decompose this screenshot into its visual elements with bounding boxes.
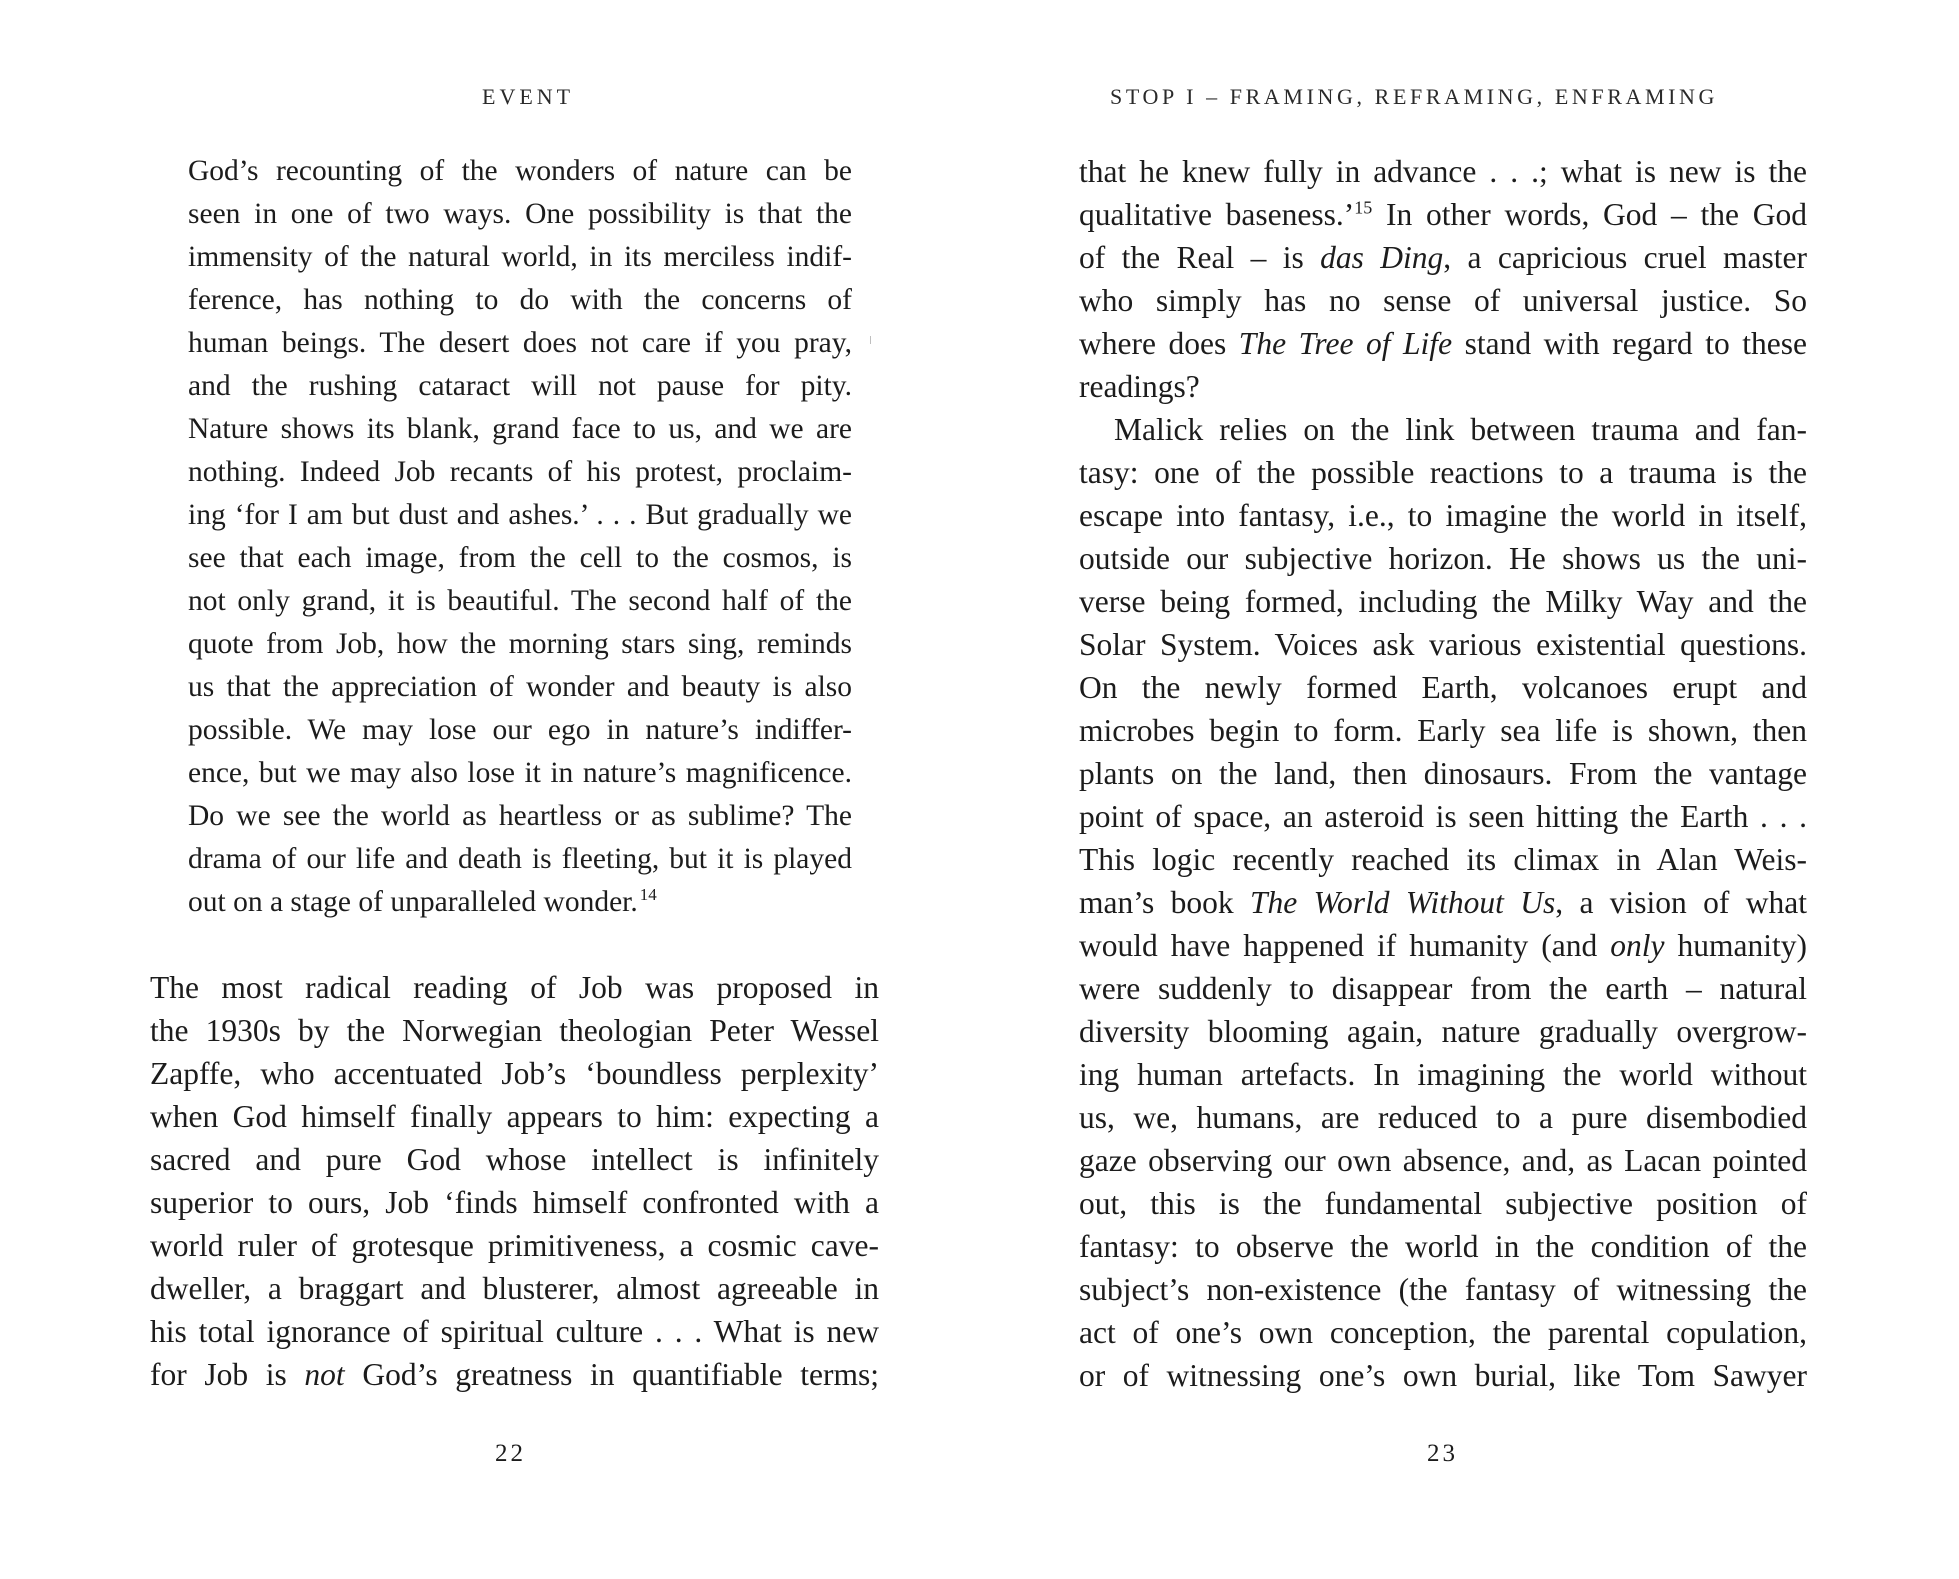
body-line: sacred and pure God whose intellect is infinitely <box>150 1142 879 1177</box>
text-run: would have happened if humanity (and <box>1079 928 1611 963</box>
body-line: gaze observing our own absence, and, as Lacan pointed <box>1079 1143 1807 1178</box>
body-line <box>1079 881 1807 924</box>
body-line: superior to ours, Job ‘finds himself confronted with a <box>150 1185 879 1220</box>
body-line: ing human artefacts. In imagining the world without <box>1079 1057 1807 1092</box>
blockquote-line-text: out on a stage of unparalleled wonder. <box>188 886 638 918</box>
body-line: his total ignorance of spiritual culture . . . What is new <box>150 1314 879 1349</box>
blockquote-line: ing ‘for I am but dust and ashes.’ . . . But gradually we <box>188 499 852 531</box>
margin-mark <box>870 336 871 344</box>
body-line: tasy: one of the possible reactions to a trauma is the <box>1079 455 1807 490</box>
body-line: verse being formed, including the Milky Way and the <box>1079 584 1807 619</box>
blockquote-line: ence, but we may also lose it in nature’s magnificence. <box>188 757 852 789</box>
body-line: act of one’s own conception, the parental copulation, <box>1079 1315 1807 1350</box>
blockquote-line: drama of our life and death is fleeting, but it is played <box>188 843 852 875</box>
blockquote-line: God’s recounting of the wonders of nature can be <box>188 155 852 187</box>
body-line: On the newly formed Earth, volcanoes erupt and <box>1079 670 1807 705</box>
body-line: microbes begin to form. Early sea life is shown, then <box>1079 713 1807 748</box>
text-run: man’s book <box>1079 885 1250 920</box>
body-line <box>1079 236 1807 279</box>
body-line: who simply has no sense of universal justice. So <box>1079 283 1807 318</box>
body-line: escape into fantasy, i.e., to imagine the world in itself, <box>1079 498 1807 533</box>
body-line: plants on the land, then dinosaurs. From the vantage <box>1079 756 1807 791</box>
right-page <box>980 0 1959 1579</box>
blockquote-line: nothing. Indeed Job recants of his protest, proclaim- <box>188 456 852 488</box>
body-line: the 1930s by the Norwegian theologian Peter Wessel <box>150 1013 879 1048</box>
body-line: This logic recently reached its climax in Alan Weis- <box>1079 842 1807 877</box>
body-line: us, we, humans, are reduced to a pure disembodied <box>1079 1100 1807 1135</box>
blockquote-line: Do we see the world as heartless or as sublime? The <box>188 800 852 832</box>
page-number-left: 22 <box>495 1440 526 1467</box>
body-line: point of space, an asteroid is seen hitting the Earth . . . <box>1079 799 1807 834</box>
body-line: Zapffe, who accentuated Job’s ‘boundless perplexity’ <box>150 1056 879 1091</box>
blockquote-line: and the rushing cataract will not pause for pity. <box>188 370 852 402</box>
text-run: for Job is <box>150 1357 305 1392</box>
italic-run: only <box>1610 928 1665 963</box>
italic-run: The World Without Us <box>1249 885 1556 920</box>
text-run: humanity) <box>1664 928 1808 963</box>
footnote-ref: 15 <box>1354 197 1373 218</box>
body-line: Malick relies on the link between trauma and fan- <box>1114 412 1807 447</box>
body-line: The most radical reading of Job was proposed in <box>150 970 879 1005</box>
body-line: or of witnessing one’s own burial, like Tom Sawyer <box>1079 1358 1807 1393</box>
italic-run: not <box>304 1357 345 1392</box>
body-line: diversity blooming again, nature gradually overgrow- <box>1079 1014 1807 1049</box>
text-run: , a vision of what <box>1555 885 1808 920</box>
blockquote-line: seen in one of two ways. One possibility is that the <box>188 198 852 230</box>
body-line-last <box>150 1353 879 1396</box>
body-line: were suddenly to disappear from the earth – natural <box>1079 971 1807 1006</box>
text-run: of the Real – is <box>1079 240 1321 275</box>
body-line: readings? <box>1079 369 1200 404</box>
italic-run: The Tree of Life <box>1238 326 1453 361</box>
body-line <box>1079 193 1807 236</box>
body-line: dweller, a braggart and blusterer, almost agreeable in <box>150 1271 879 1306</box>
blockquote-line: ference, has nothing to do with the concerns of <box>188 284 852 316</box>
blockquote-line: immensity of the natural world, in its merciless indif- <box>188 241 852 273</box>
body-line: Solar System. Voices ask various existential questions. <box>1079 627 1807 662</box>
body-line: outside our subjective horizon. He shows us the uni- <box>1079 541 1807 576</box>
blockquote-line: us that the appreciation of wonder and beauty is also <box>188 671 852 703</box>
blockquote-line: Nature shows its blank, grand face to us, and we are <box>188 413 852 445</box>
blockquote-line: not only grand, it is beautiful. The second half of the <box>188 585 852 617</box>
blockquote-line: see that each image, from the cell to the cosmos, is <box>188 542 852 574</box>
footnote-ref: 14 <box>639 885 657 905</box>
body-line: subject’s non-existence (the fantasy of witnessing the <box>1079 1272 1807 1307</box>
body-line <box>1079 924 1807 967</box>
body-line: that he knew fully in advance . . .; what is new is the <box>1079 154 1807 189</box>
text-run: God’s greatness in quantifiable terms; <box>344 1357 880 1392</box>
body-line: when God himself finally appears to him: expecting a <box>150 1099 879 1134</box>
text-run: , a capricious cruel master <box>1443 240 1807 275</box>
text-run: where does <box>1079 326 1239 361</box>
blockquote-line: quote from Job, how the morning stars sing, reminds <box>188 628 852 660</box>
body-line: world ruler of grotesque primitiveness, a cosmic cave- <box>150 1228 879 1263</box>
body-line <box>1079 322 1807 365</box>
blockquote-line: human beings. The desert does not care if you pray, <box>188 327 852 359</box>
running-head-left: EVENT <box>482 84 575 109</box>
blockquote-line: possible. We may lose our ego in nature’s indiffer- <box>188 714 852 746</box>
body-line: out, this is the fundamental subjective position of <box>1079 1186 1807 1221</box>
running-head-right: STOP I – FRAMING, REFRAMING, ENFRAMING <box>1110 84 1719 109</box>
blockquote-last-line <box>188 881 852 924</box>
italic-run: das Ding <box>1320 240 1444 275</box>
text-run: In other words, God – the God <box>1372 197 1807 232</box>
page-number-right: 23 <box>1427 1440 1458 1467</box>
text-run: qualitative baseness.’ <box>1079 197 1355 232</box>
body-line: fantasy: to observe the world in the condition of the <box>1079 1229 1807 1264</box>
text-run: stand with regard to these <box>1452 326 1807 361</box>
